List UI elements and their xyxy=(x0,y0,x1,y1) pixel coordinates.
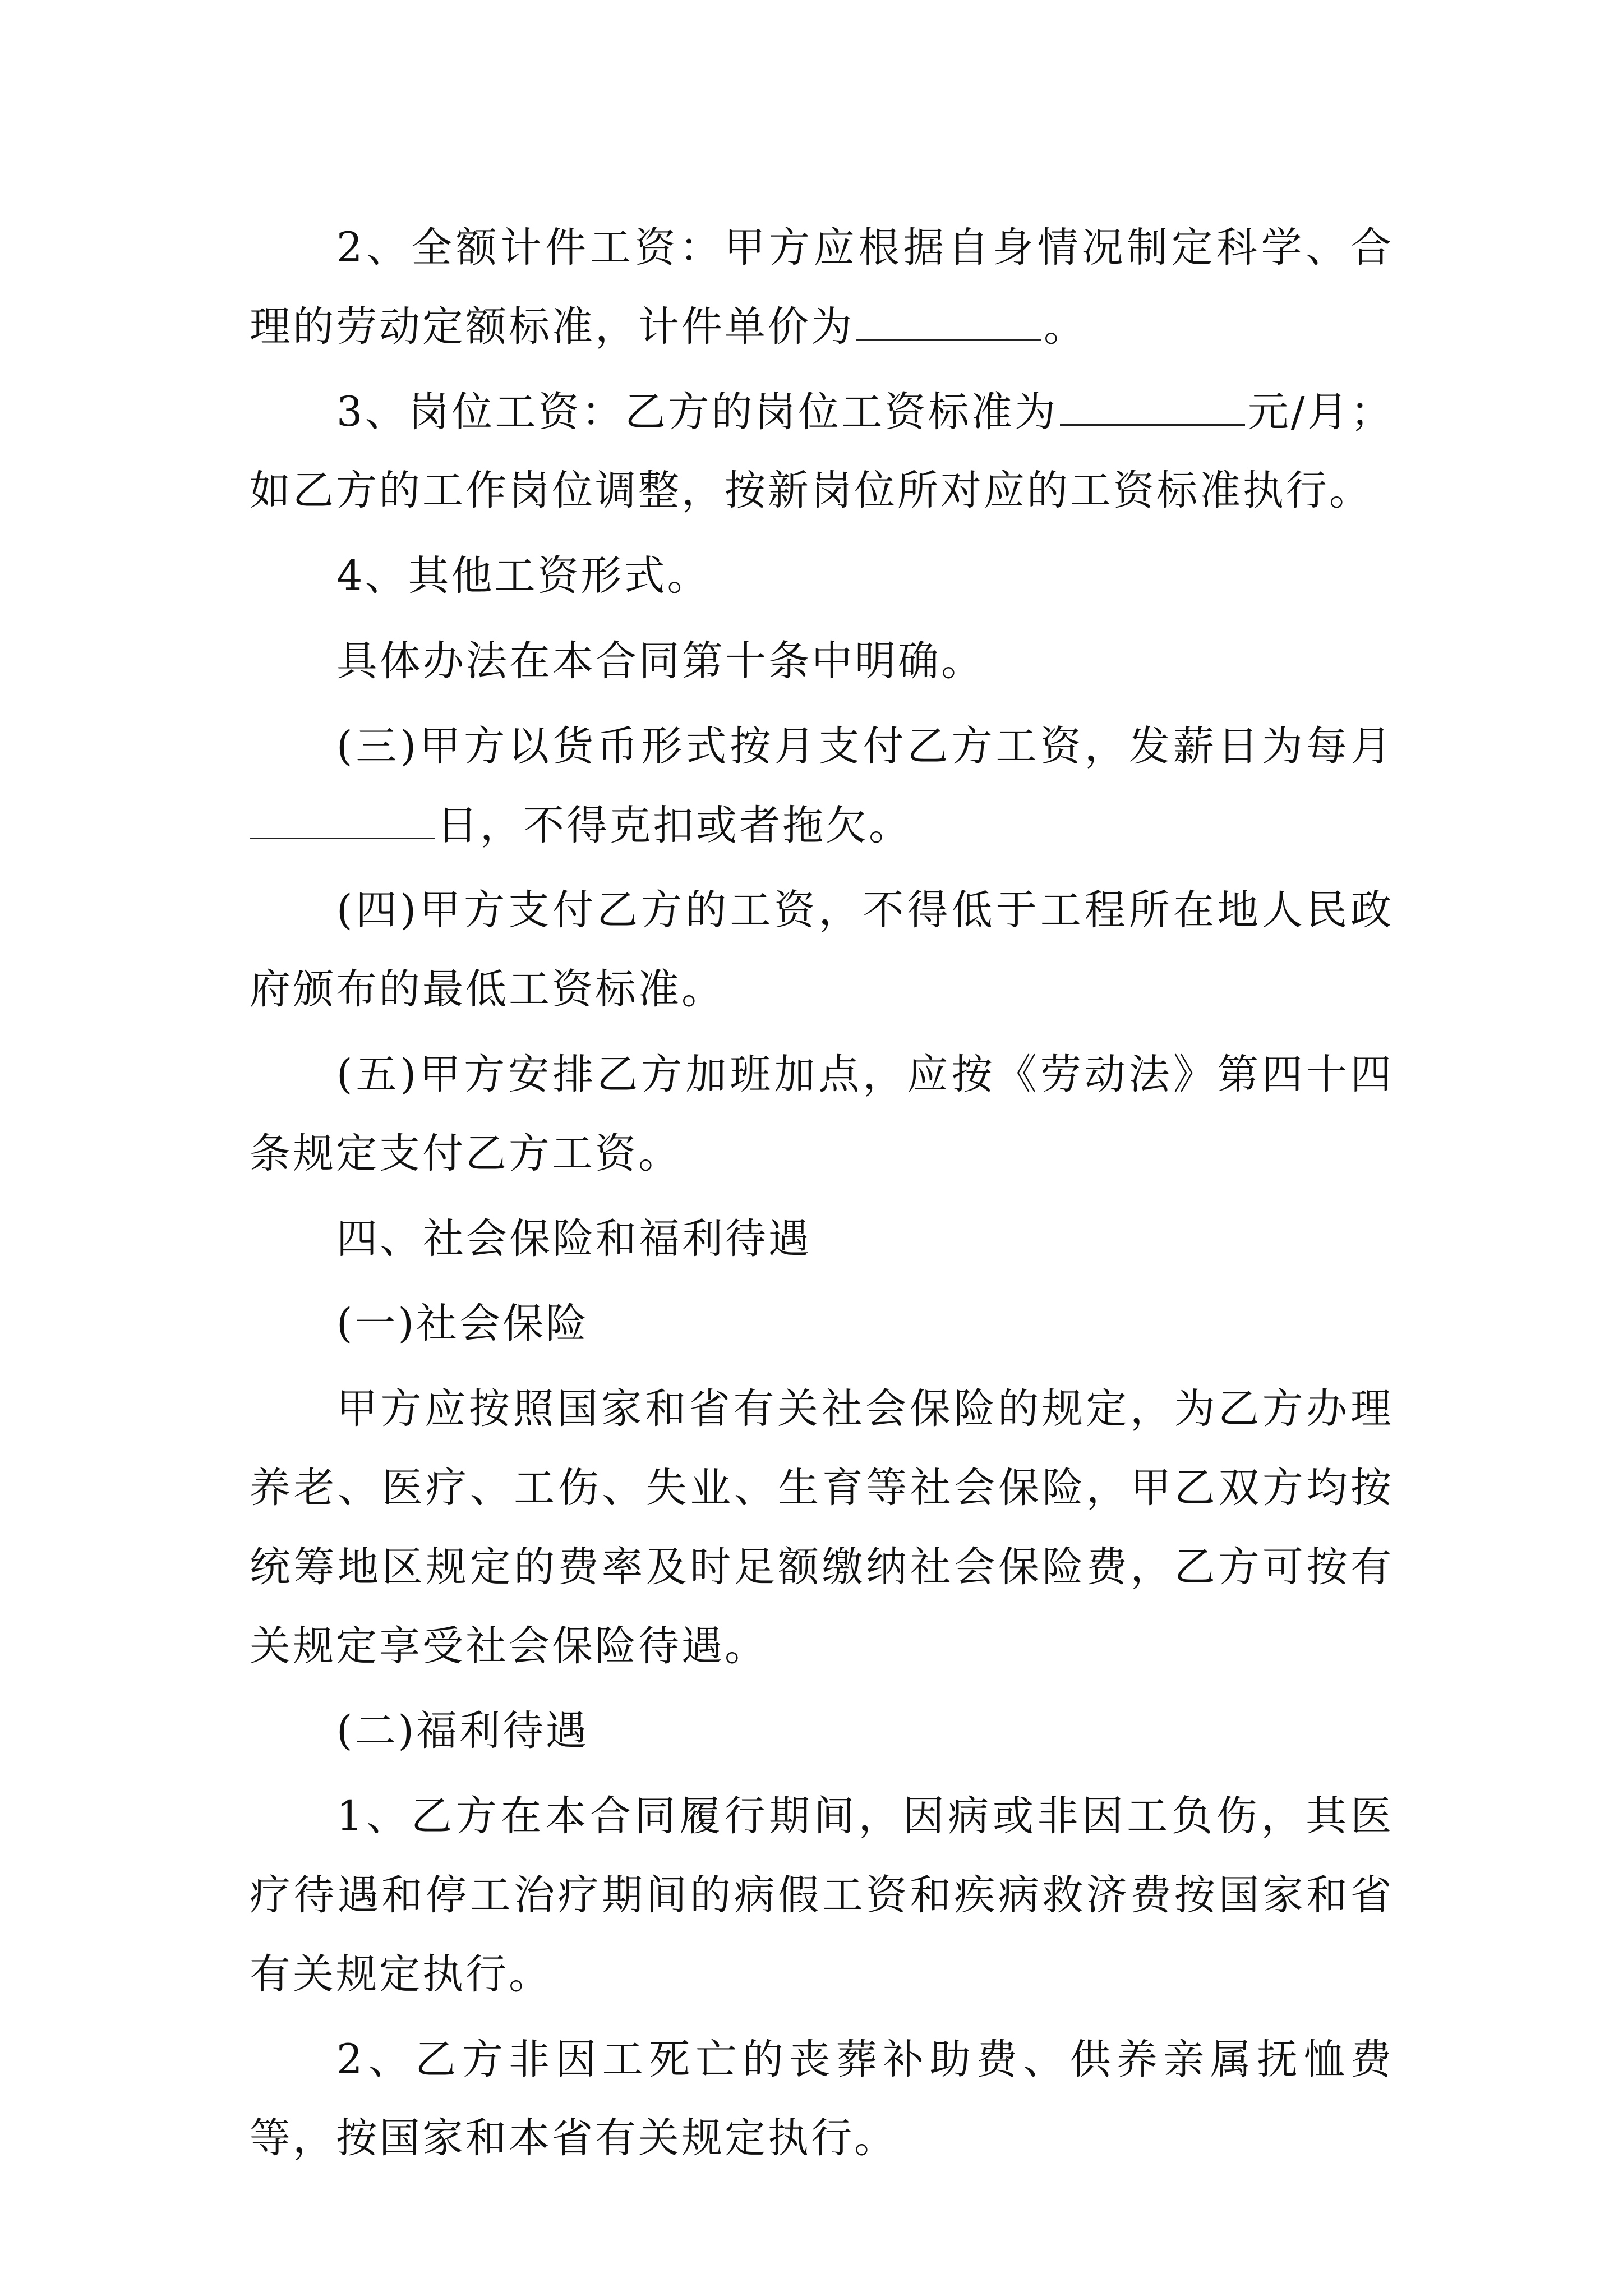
section-heading-social-insurance-welfare xyxy=(250,1200,1394,1279)
paragraph-payday xyxy=(250,707,1394,866)
paragraph-text: (四)甲方支付乙方的工资，不得低于工程所在地人民政府颁布的最低工资标准。 xyxy=(250,886,1394,1014)
paragraph-text: 甲方应按照国家和省有关社会保险的规定，为乙方办理养老、医疗、工伤、失业、生育等社会保险，甲乙双方均按统筹地区规定的费率及时足额缴纳社会保险费，乙方可按有关规定享受社会保险待遇。 xyxy=(250,1385,1394,1670)
paragraph-text: 具体办法在本合同第十条中明确。 xyxy=(336,637,984,685)
paragraph-text: (五)甲方安排乙方加班加点，应按《劳动法》第四十四条规定支付乙方工资。 xyxy=(250,1050,1394,1177)
heading-text: 四、社会保险和福利待遇 xyxy=(336,1214,811,1263)
paragraph-sick-leave xyxy=(250,1777,1394,2014)
subheading-welfare xyxy=(250,1692,1394,1771)
paragraph-piece-rate-wage xyxy=(250,209,1394,367)
paragraph-text: 3、岗位工资：乙方的岗位工资标准为 xyxy=(336,388,1058,436)
paragraph-minimum-wage xyxy=(250,871,1394,1029)
subheading-social-insurance xyxy=(250,1285,1394,1364)
paragraph-text: 2、全额计件工资：甲方应根据自身情况制定科学、合理的劳动定额标准，计件单价为 xyxy=(250,224,1394,351)
blank-payday xyxy=(250,804,435,839)
paragraph-text: 4、其他工资形式。 xyxy=(336,552,711,600)
heading-text: (一)社会保险 xyxy=(336,1300,589,1348)
paragraph-position-wage xyxy=(250,373,1394,531)
blank-position-wage xyxy=(1060,390,1245,426)
blank-piece-rate xyxy=(856,305,1041,341)
paragraph-social-insurance xyxy=(250,1370,1394,1686)
document-body xyxy=(250,209,1394,2178)
paragraph-funeral-subsidy xyxy=(250,2021,1394,2179)
paragraph-text: 日，不得克扣或者拖欠。 xyxy=(437,801,912,849)
paragraph-text: 。 xyxy=(1044,302,1087,351)
paragraph-text: 1、乙方在本合同履行期间，因病或非因工负伤，其医疗待遇和停工治疗期间的病假工资和疾病救济费按国家和省有关规定执行。 xyxy=(250,1792,1394,1998)
heading-text: (二)福利待遇 xyxy=(336,1707,589,1755)
paragraph-other-wage xyxy=(250,537,1394,616)
paragraph-overtime xyxy=(250,1036,1394,1194)
paragraph-text: 2、乙方非因工死亡的丧葬补助费、供养亲属抚恤费等，按国家和本省有关规定执行。 xyxy=(250,2035,1394,2162)
paragraph-text: (三)甲方以货币形式按月支付乙方工资，发薪日为每月 xyxy=(336,722,1394,770)
paragraph-text: 元/月；如乙方的工作岗位调整，按新岗位所对应的工资标准执行。 xyxy=(250,388,1394,515)
paragraph-specific-method xyxy=(250,622,1394,701)
